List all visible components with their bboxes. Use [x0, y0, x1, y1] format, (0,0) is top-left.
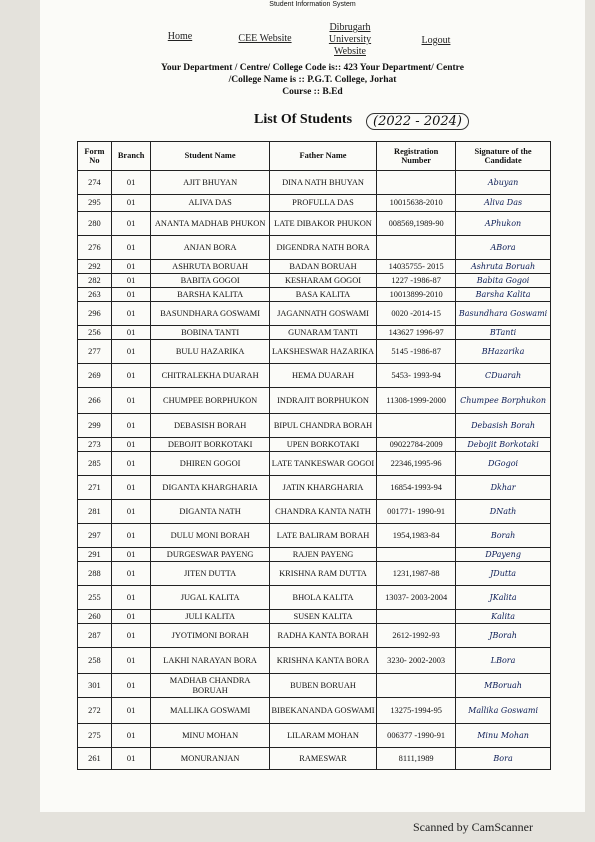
branch-cell: 01 [111, 274, 151, 288]
signature-cell: DNath [456, 500, 551, 524]
form-no-cell: 256 [78, 326, 112, 340]
student-name-cell: JYOTIMONI BORAH [151, 624, 270, 648]
registration-cell: 5145 -1986-87 [377, 340, 456, 364]
branch-cell: 01 [111, 724, 151, 748]
student-name-cell: MALLIKA GOSWAMI [151, 698, 270, 724]
form-no-cell: 287 [78, 624, 112, 648]
father-name-cell: LATE TANKESWAR GOGOI [269, 452, 376, 476]
form-no-cell: 261 [78, 748, 112, 770]
student-name-cell: DEBOJIT BORKOTAKI [151, 438, 270, 452]
father-name-cell: HEMA DUARAH [269, 364, 376, 388]
father-name-cell: KRISHNA RAM DUTTA [269, 562, 376, 586]
form-no-cell: 274 [78, 171, 112, 195]
branch-cell: 01 [111, 562, 151, 586]
university-website-link[interactable] [320, 22, 380, 58]
student-name-cell: DULU MONI BORAH [151, 524, 270, 548]
form-no-cell: 277 [78, 340, 112, 364]
info-line1: Your Department / Centre/ College Code is:: 423 Your Department/ Centre [161, 63, 464, 73]
signature-cell: ABora [456, 236, 551, 260]
form-no-cell: 301 [78, 674, 112, 698]
father-name-cell: GUNARAM TANTI [269, 326, 376, 340]
table-row [78, 388, 551, 414]
father-name-cell: JATIN KHARGHARIA [269, 476, 376, 500]
header-father-name: Father Name [269, 142, 376, 171]
signature-cell: MBoruah [456, 674, 551, 698]
form-no-cell: 260 [78, 610, 112, 624]
registration-cell [377, 610, 456, 624]
form-no-cell: 282 [78, 274, 112, 288]
form-no-cell: 292 [78, 260, 112, 274]
form-no-cell: 297 [78, 524, 112, 548]
branch-cell: 01 [111, 624, 151, 648]
student-name-cell: JULI KALITA [151, 610, 270, 624]
student-name-cell: JITEN DUTTA [151, 562, 270, 586]
table-body [78, 171, 551, 770]
form-no-cell: 269 [78, 364, 112, 388]
header-student-name: Student Name [151, 142, 270, 171]
table-row [78, 274, 551, 288]
registration-cell: 001771- 1990-91 [377, 500, 456, 524]
form-no-cell: 266 [78, 388, 112, 414]
cee-website-link[interactable]: CEE Website [238, 33, 292, 44]
form-no-cell: 272 [78, 698, 112, 724]
table-row [78, 364, 551, 388]
signature-cell: Ashruta Boruah [456, 260, 551, 274]
signature-cell: BHazarika [456, 340, 551, 364]
signature-cell: Mallika Goswami [456, 698, 551, 724]
student-name-cell: LAKHI NARAYAN BORA [151, 648, 270, 674]
signature-cell: CDuarah [456, 364, 551, 388]
table-row [78, 548, 551, 562]
table-row [78, 260, 551, 274]
table-row [78, 674, 551, 698]
father-name-cell: DINA NATH BHUYAN [269, 171, 376, 195]
registration-cell: 10013899-2010 [377, 288, 456, 302]
father-name-cell: JAGANNATH GOSWAMI [269, 302, 376, 326]
student-name-cell: ALIVA DAS [151, 195, 270, 212]
branch-cell: 01 [111, 388, 151, 414]
father-name-cell: KRISHNA KANTA BORA [269, 648, 376, 674]
form-no-cell: 296 [78, 302, 112, 326]
nav-bar [40, 22, 585, 62]
student-name-cell: BASUNDHARA GOSWAMI [151, 302, 270, 326]
registration-cell [377, 548, 456, 562]
college-info [40, 62, 585, 98]
signature-cell: Barsha Kalita [456, 288, 551, 302]
signature-cell: Minu Mohan [456, 724, 551, 748]
branch-cell: 01 [111, 260, 151, 274]
registration-cell: 1954,1983-84 [377, 524, 456, 548]
student-name-cell: CHUMPEE BORPHUKON [151, 388, 270, 414]
registration-cell [377, 236, 456, 260]
father-name-cell: BASA KALITA [269, 288, 376, 302]
students-table [77, 141, 551, 770]
table-row [78, 624, 551, 648]
table-row [78, 724, 551, 748]
student-name-cell: ASHRUTA BORUAH [151, 260, 270, 274]
branch-cell: 01 [111, 302, 151, 326]
table-row [78, 438, 551, 452]
signature-cell: LBora [456, 648, 551, 674]
registration-cell: 006377 -1990-91 [377, 724, 456, 748]
form-no-cell: 295 [78, 195, 112, 212]
signature-cell: APhukon [456, 212, 551, 236]
table-row [78, 340, 551, 364]
registration-cell: 5453- 1993-94 [377, 364, 456, 388]
registration-cell: 0020 -2014-15 [377, 302, 456, 326]
branch-cell: 01 [111, 674, 151, 698]
university-line1: Dibrugarh [329, 22, 371, 33]
table-row [78, 698, 551, 724]
branch-cell: 01 [111, 340, 151, 364]
signature-cell: Aliva Das [456, 195, 551, 212]
student-name-cell: ANJAN BORA [151, 236, 270, 260]
student-name-cell: DHIREN GOGOI [151, 452, 270, 476]
branch-cell: 01 [111, 438, 151, 452]
signature-cell: Basundhara Goswami [456, 302, 551, 326]
branch-cell: 01 [111, 452, 151, 476]
registration-cell [377, 414, 456, 438]
registration-cell: 143627 1996-97 [377, 326, 456, 340]
info-line3: Course :: B.Ed [282, 87, 343, 97]
student-name-cell: DIGANTA NATH [151, 500, 270, 524]
header-form-no: Form No [78, 142, 112, 171]
registration-cell [377, 674, 456, 698]
table-row [78, 500, 551, 524]
registration-cell: 008569,1989-90 [377, 212, 456, 236]
student-name-cell: DIGANTA KHARGHARIA [151, 476, 270, 500]
table-row [78, 562, 551, 586]
father-name-cell: PROFULLA DAS [269, 195, 376, 212]
form-no-cell: 285 [78, 452, 112, 476]
table-row [78, 236, 551, 260]
registration-cell: 8111,1989 [377, 748, 456, 770]
father-name-cell: LAKSHESWAR HAZARIKA [269, 340, 376, 364]
father-name-cell: BHOLA KALITA [269, 586, 376, 610]
student-name-cell: MINU MOHAN [151, 724, 270, 748]
header-signature: Signature of the Candidate [456, 142, 551, 171]
session-handwritten: (2022 - 2024) [366, 113, 469, 130]
branch-cell: 01 [111, 195, 151, 212]
father-name-cell: BADAN BORUAH [269, 260, 376, 274]
registration-cell: 09022784-2009 [377, 438, 456, 452]
father-name-cell: SUSEN KALITA [269, 610, 376, 624]
branch-cell: 01 [111, 548, 151, 562]
signature-cell: Babita Gogoi [456, 274, 551, 288]
branch-cell: 01 [111, 288, 151, 302]
form-no-cell: 276 [78, 236, 112, 260]
branch-cell: 01 [111, 364, 151, 388]
father-name-cell: DIGENDRA NATH BORA [269, 236, 376, 260]
logout-link[interactable]: Logout [421, 35, 451, 46]
branch-cell: 01 [111, 698, 151, 724]
branch-cell: 01 [111, 171, 151, 195]
student-name-cell: DEBASISH BORAH [151, 414, 270, 438]
signature-cell: JDutta [456, 562, 551, 586]
signature-cell: Abuyan [456, 171, 551, 195]
scanner-watermark: Scanned by CamScanner [413, 820, 533, 834]
father-name-cell: UPEN BORKOTAKI [269, 438, 376, 452]
signature-cell: JKalita [456, 586, 551, 610]
father-name-cell: RADHA KANTA BORAH [269, 624, 376, 648]
table-row [78, 302, 551, 326]
table-row [78, 452, 551, 476]
signature-cell: Debojit Borkotaki [456, 438, 551, 452]
father-name-cell: CHANDRA KANTA NATH [269, 500, 376, 524]
form-no-cell: 281 [78, 500, 112, 524]
form-no-cell: 275 [78, 724, 112, 748]
branch-cell: 01 [111, 524, 151, 548]
branch-cell: 01 [111, 748, 151, 770]
signature-cell: DGogoi [456, 452, 551, 476]
table-row [78, 171, 551, 195]
university-line3: Website [334, 46, 366, 57]
student-name-cell: BULU HAZARIKA [151, 340, 270, 364]
student-name-cell: CHITRALEKHA DUARAH [151, 364, 270, 388]
form-no-cell: 263 [78, 288, 112, 302]
branch-cell: 01 [111, 586, 151, 610]
registration-cell: 3230- 2002-2003 [377, 648, 456, 674]
student-name-cell: MADHAB CHANDRA BORUAH [151, 674, 270, 698]
student-name-cell: AJIT BHUYAN [151, 171, 270, 195]
form-no-cell: 258 [78, 648, 112, 674]
registration-cell: 1231,1987-88 [377, 562, 456, 586]
form-no-cell: 255 [78, 586, 112, 610]
signature-cell: Borah [456, 524, 551, 548]
form-no-cell: 271 [78, 476, 112, 500]
signature-cell: Kalita [456, 610, 551, 624]
student-name-cell: JUGAL KALITA [151, 586, 270, 610]
signature-cell: Debasish Borah [456, 414, 551, 438]
student-name-cell: ANANTA MADHAB PHUKON [151, 212, 270, 236]
form-no-cell: 299 [78, 414, 112, 438]
table-row [78, 524, 551, 548]
father-name-cell: RAMESWAR [269, 748, 376, 770]
registration-cell: 10015638-2010 [377, 195, 456, 212]
student-name-cell: BARSHA KALITA [151, 288, 270, 302]
home-link[interactable]: Home [167, 31, 193, 42]
signature-cell: JBorah [456, 624, 551, 648]
father-name-cell: INDRAJIT BORPHUKON [269, 388, 376, 414]
father-name-cell: KESHARAM GOGOI [269, 274, 376, 288]
student-name-cell: MONURANJAN [151, 748, 270, 770]
header-branch: Branch [111, 142, 151, 171]
branch-cell: 01 [111, 500, 151, 524]
table-header-row [78, 142, 551, 171]
father-name-cell: BIBEKANANDA GOSWAMI [269, 698, 376, 724]
father-name-cell: RAJEN PAYENG [269, 548, 376, 562]
form-no-cell: 280 [78, 212, 112, 236]
table-row [78, 748, 551, 770]
form-no-cell: 288 [78, 562, 112, 586]
registration-cell: 13037- 2003-2004 [377, 586, 456, 610]
branch-cell: 01 [111, 212, 151, 236]
table-row [78, 288, 551, 302]
father-name-cell: LATE DIBAKOR PHUKON [269, 212, 376, 236]
signature-cell: Chumpee Borphukon [456, 388, 551, 414]
page-title: List Of Students [254, 112, 353, 127]
registration-cell: 11308-1999-2000 [377, 388, 456, 414]
form-no-cell: 273 [78, 438, 112, 452]
father-name-cell: LATE BALIRAM BORAH [269, 524, 376, 548]
branch-cell: 01 [111, 326, 151, 340]
table-row [78, 610, 551, 624]
student-name-cell: BABITA GOGOI [151, 274, 270, 288]
branch-cell: 01 [111, 414, 151, 438]
registration-cell: 13275-1994-95 [377, 698, 456, 724]
signature-cell: DPayeng [456, 548, 551, 562]
signature-cell: Dkhar [456, 476, 551, 500]
branch-cell: 01 [111, 236, 151, 260]
registration-cell: 22346,1995-96 [377, 452, 456, 476]
table-row [78, 476, 551, 500]
branch-cell: 01 [111, 610, 151, 624]
info-line2: /College Name is :: P.G.T. College, Jorhat [228, 75, 397, 85]
header-registration-number: Registration Number [377, 142, 456, 171]
student-name-cell: BOBINA TANTI [151, 326, 270, 340]
registration-cell [377, 171, 456, 195]
table-row [78, 326, 551, 340]
table-row [78, 195, 551, 212]
table-row [78, 586, 551, 610]
student-name-cell: DURGESWAR PAYENG [151, 548, 270, 562]
registration-cell: 16854-1993-94 [377, 476, 456, 500]
system-name: Student Information System [269, 1, 356, 8]
father-name-cell: LILARAM MOHAN [269, 724, 376, 748]
table-row [78, 414, 551, 438]
branch-cell: 01 [111, 648, 151, 674]
university-line2: University [328, 34, 372, 45]
signature-cell: Bora [456, 748, 551, 770]
signature-cell: BTanti [456, 326, 551, 340]
registration-cell: 14035755- 2015 [377, 260, 456, 274]
registration-cell: 2612-1992-93 [377, 624, 456, 648]
branch-cell: 01 [111, 476, 151, 500]
table-row [78, 212, 551, 236]
father-name-cell: BUBEN BORUAH [269, 674, 376, 698]
registration-cell: 1227 -1986-87 [377, 274, 456, 288]
form-no-cell: 291 [78, 548, 112, 562]
table-row [78, 648, 551, 674]
father-name-cell: BIPUL CHANDRA BORAH [269, 414, 376, 438]
